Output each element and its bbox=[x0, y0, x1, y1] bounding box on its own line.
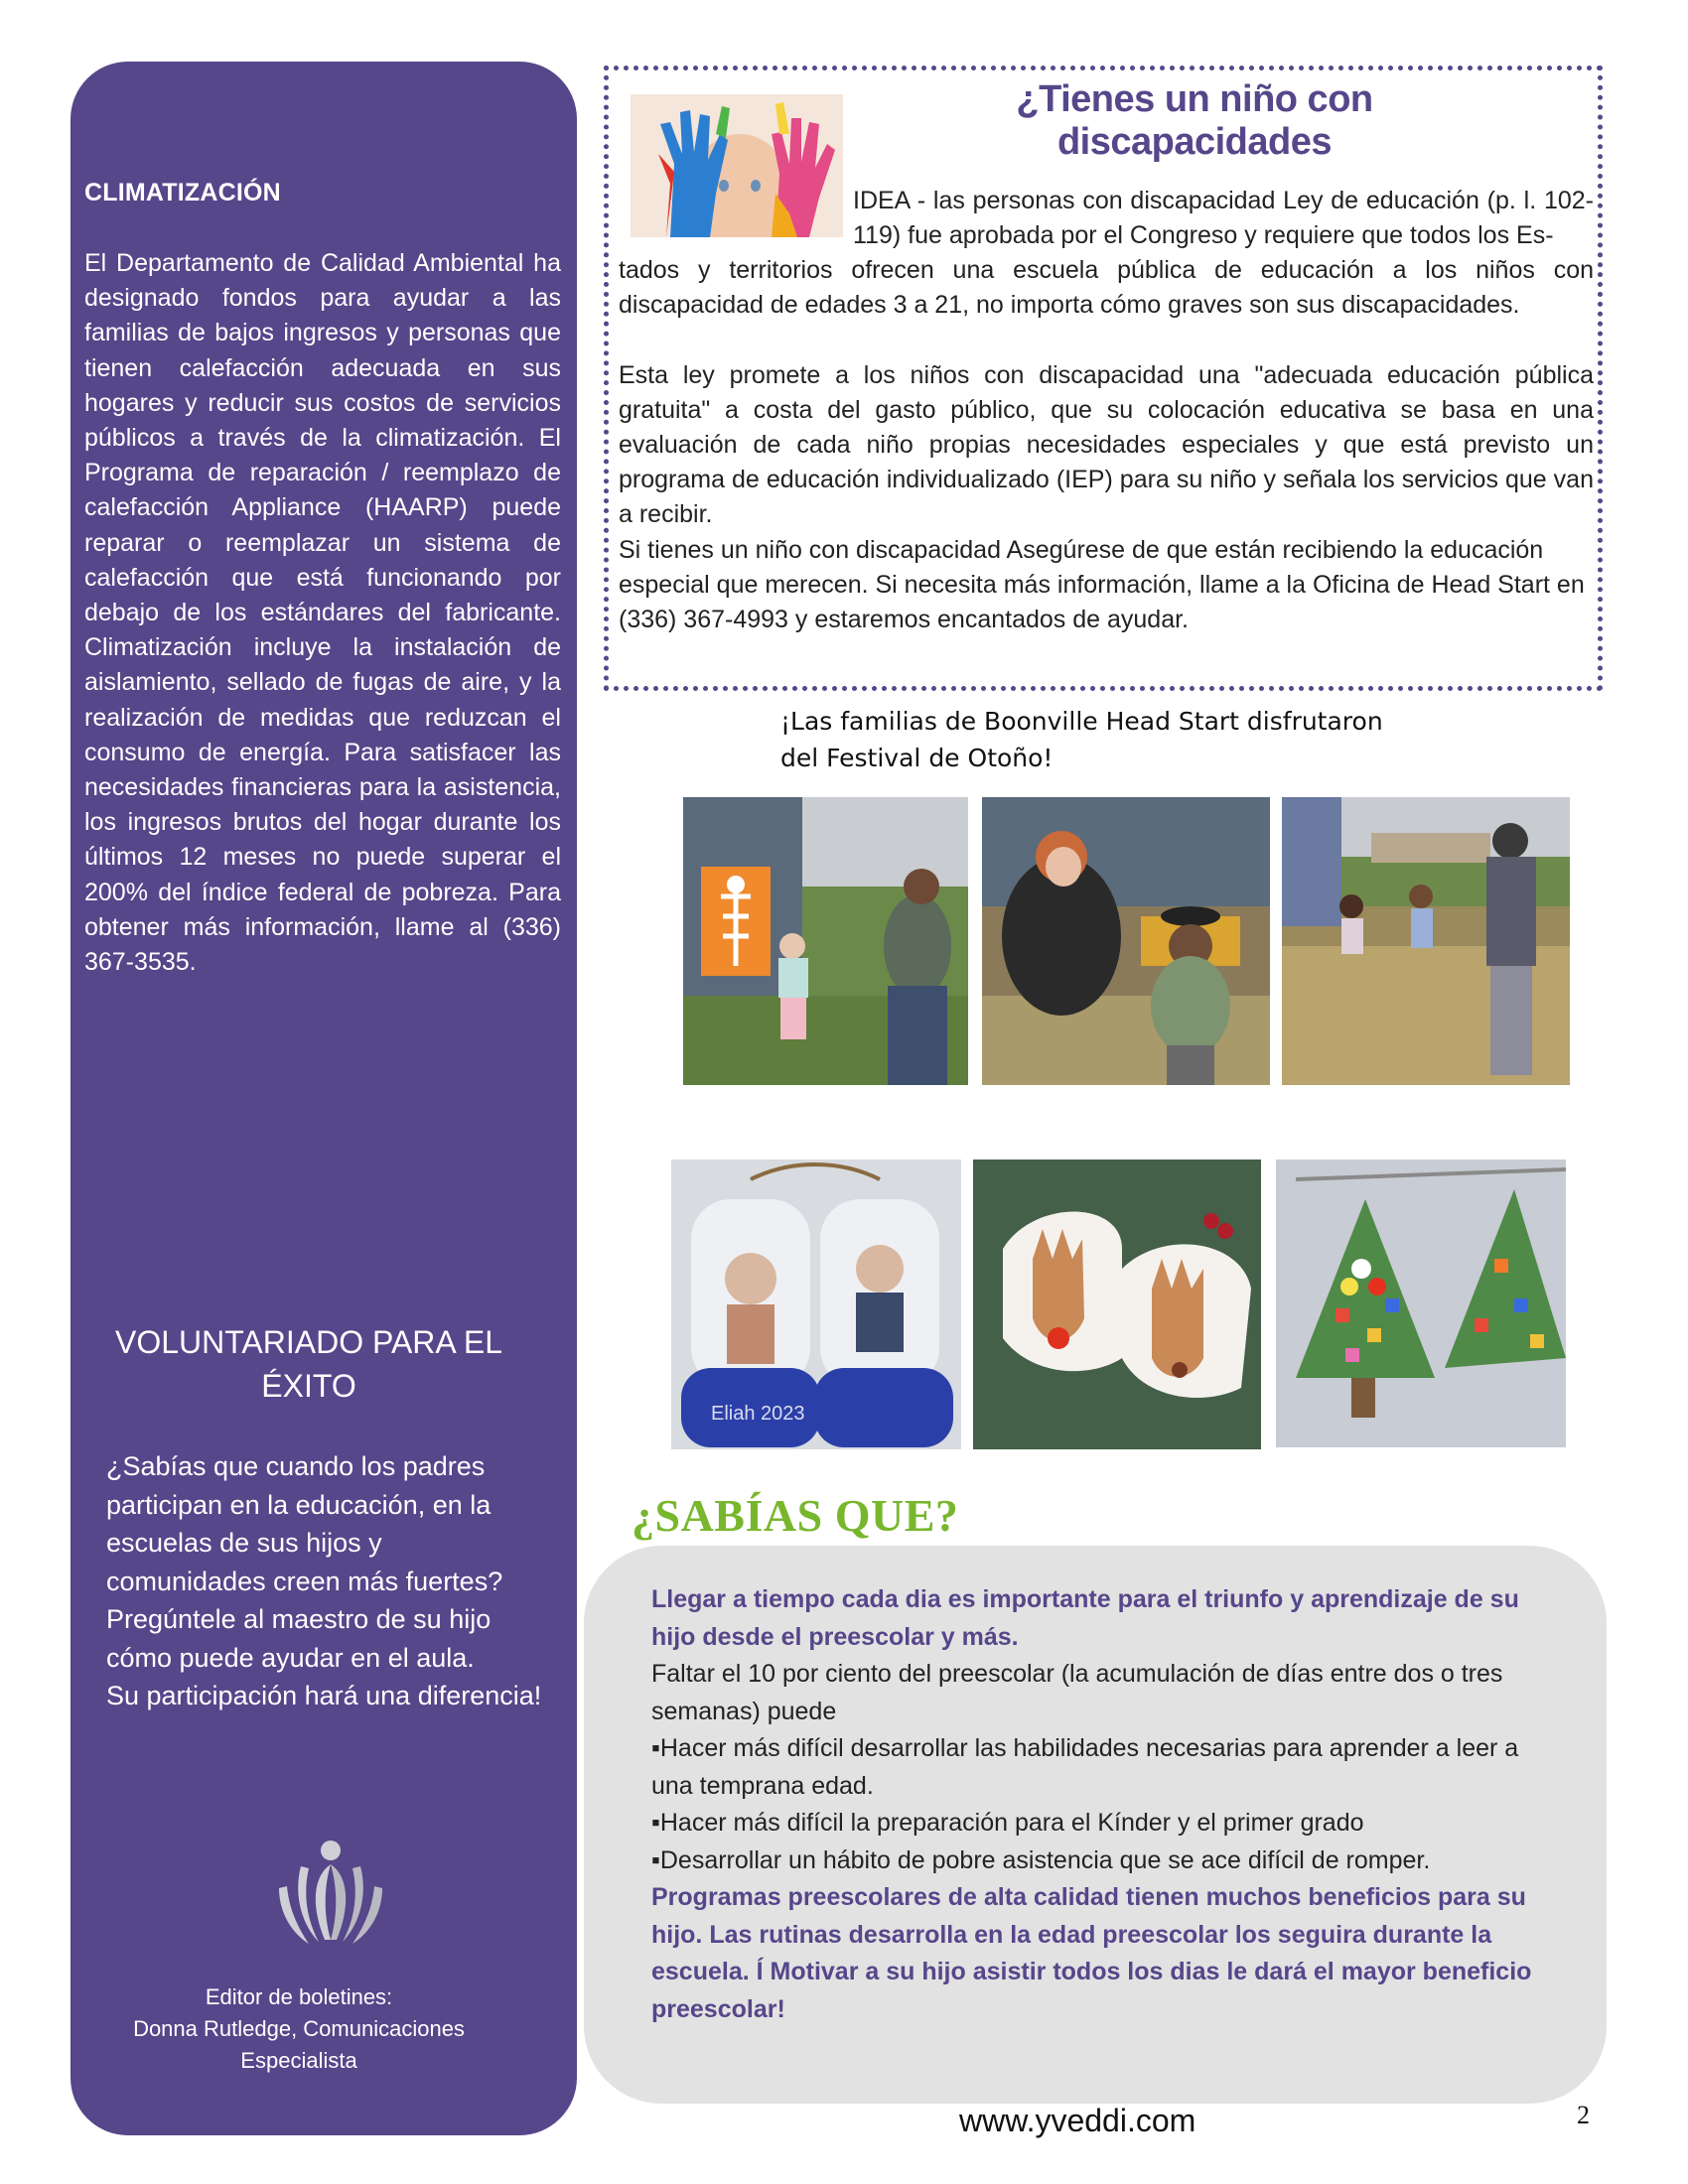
sabias-intro: Faltar el 10 por ciento del preescolar (la acumulación de días entre dos o tres semanas) puede bbox=[651, 1660, 1503, 1725]
sabias-bullet: ▪Hacer más difícil la preparación para el Kínder y el primer grado bbox=[651, 1809, 1364, 1837]
editor-credit bbox=[100, 1981, 497, 2077]
climatizacion-body: El Departamento de Calidad Ambiental ha designado fondos para ayudar a las familias de bajos ingresos y personas que tienen calefacción adecuada en sus hogares y reducir sus costos de servicios públicos a través de la climatización. El Programa de reparación / reemplazo de calefacción Appliance (HAARP) puede reparar o reemplazar un sistema de calefacción que está funcionando por debajo de los estándares del fabricante. Climatización incluye la instalación de aislamiento, sellado de fugas de aire, y la realización de medidas que reduzcan el consumo de energía. Para satisfacer las necesidades financieras para la asistencia, los ingresos brutos del hogar durante los últimos 12 meses no puede superar el 200% del índice federal de pobreza. Para obtener más información, llame al (336) 367-3535. bbox=[84, 249, 561, 977]
sabias-bullet: ▪Desarrollar un hábito de pobre asistencia que se ace difícil de romper. bbox=[651, 1845, 1431, 1874]
ornament-photo-1 bbox=[671, 1160, 961, 1449]
ornament-photo-3 bbox=[1276, 1160, 1566, 1447]
climatizacion-heading: CLIMATIZACIÓN bbox=[84, 179, 281, 206]
disability-box bbox=[604, 66, 1603, 691]
voluntariado-heading: VOLUNTARIADO PARA EL ÉXITO bbox=[114, 1324, 503, 1404]
voluntariado-line: ¿Sabías que cuando los padres participan en la educación, en la escuelas de sus hijos y comunidades creen más fuertes? bbox=[106, 1451, 503, 1596]
voluntariado-line: Pregúntele al maestro de su hijo cómo puede ayudar en el aula. bbox=[106, 1604, 492, 1673]
festival-caption bbox=[780, 703, 1416, 776]
ornament-photo-2 bbox=[973, 1160, 1261, 1449]
disability-paragraph-3: Si tienes un niño con discapacidad Asegúrese de que están recibiendo la educación especial que merecen. Si necesita más información, llame a la Oficina de Head Start en (336) 367-4993 y estaremos encantados de ayudar. bbox=[619, 536, 1585, 633]
page-number: 2 bbox=[1577, 2101, 1590, 2129]
voluntariado-line: Su participación hará una diferencia! bbox=[106, 1681, 542, 1710]
sabias-que-title: ¿SABÍAS QUE? bbox=[632, 1490, 959, 1541]
editor-line: Editor de boletines: bbox=[205, 1984, 393, 2009]
festival-photo-3 bbox=[1282, 797, 1570, 1085]
footer-website-link[interactable]: www.yveddi.com bbox=[959, 2103, 1196, 2138]
people-logo-icon bbox=[271, 1837, 390, 1956]
sabias-lead: Llegar a tiempo cada dia es importante para el triunfo y aprendizaje de su hijo desde el preescolar y más. bbox=[651, 1585, 1519, 1651]
festival-caption-line: ¡Las familias de Boonville Head Start disfrutaron bbox=[780, 707, 1383, 736]
sabias-que-box bbox=[584, 1546, 1607, 2104]
festival-photo-2 bbox=[982, 797, 1270, 1085]
ornament-label: Eliah 2023 bbox=[711, 1403, 805, 1425]
sabias-closing: Programas preescolares de alta calidad tienen muchos beneficios para su hijo. Las rutinas desarrolla en la edad preescolar los seguira durante la escuela. Í Motivar a su hijo asistir todos los dias le dará el mayor beneficio preescolar! bbox=[651, 1883, 1532, 2023]
disability-paragraph-2: Esta ley promete a los niños con discapacidad una "adecuada educación pública gratuita" a costa del gasto público, que su colocación educativa se basa en una evaluación de cada niño propias necesidades especiales y que está previsto un programa de educación individualizado (IEP) para su niño y señala los servicios que van a recibir. bbox=[619, 361, 1594, 528]
festival-photo-1 bbox=[683, 797, 968, 1085]
festival-caption-line: del Festival de Otoño! bbox=[780, 744, 1054, 772]
disability-title: ¿Tienes un niño con discapacidades bbox=[1016, 78, 1373, 163]
sabias-bullet: ▪Hacer más difícil desarrollar las habilidades necesarias para aprender a leer a una temprana edad. bbox=[651, 1734, 1519, 1800]
disability-paragraph-1-rest: tados y territorios ofrecen una escuela pública de educación a los niños con discapacidad de edades 3 a 21, no importa cómo graves son sus discapacidades. bbox=[619, 256, 1594, 319]
disability-paragraph-1-top: IDEA - las personas con discapacidad Ley de educación (p. l. 102-119) fue aprobada por el Congreso y requiere que todos los Es- bbox=[853, 187, 1594, 249]
voluntariado-body bbox=[106, 1447, 543, 1715]
editor-line: Donna Rutledge, Comunicaciones bbox=[133, 2016, 465, 2041]
painted-hands-photo bbox=[631, 94, 843, 237]
sabias-que-content bbox=[651, 1581, 1545, 2028]
left-sidebar bbox=[70, 62, 577, 2135]
editor-line: Especialista bbox=[240, 2048, 357, 2073]
